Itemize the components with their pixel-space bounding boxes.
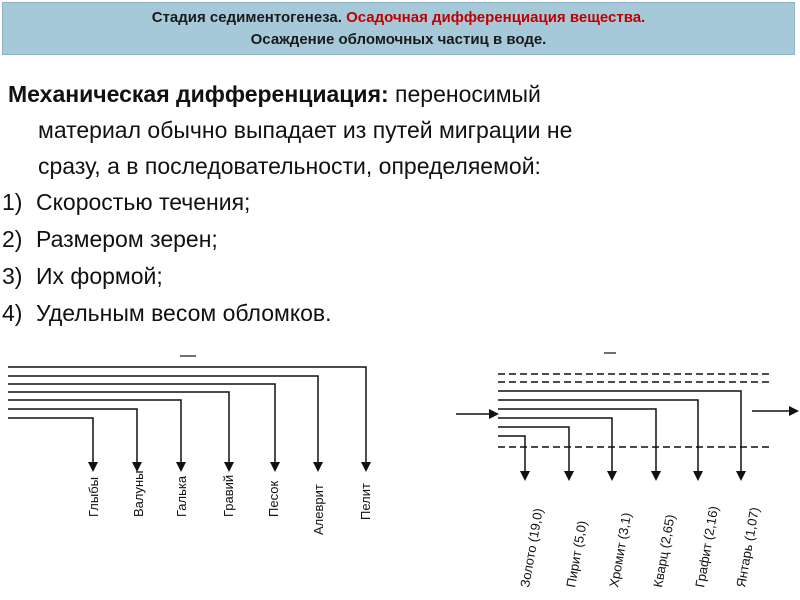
list-item-number: 4) [2,300,23,326]
intro-text-1: переносимый [395,81,541,107]
right-label: Хромит (3,1) [606,511,635,589]
title-stage: Стадия седиментогенеза. [151,8,342,26]
flow-arrow [8,376,318,470]
flow-arrow [8,392,229,470]
right-labels [517,505,762,589]
right-label: Янтарь (1,07) [733,505,763,589]
left-label: Галька [174,475,189,517]
intro-line-2: материал обычно выпадает из путей миграции не [38,117,573,143]
list-item-number: 3) [2,263,23,289]
title-line-2: Осаждение обломочных частиц в воде. [250,30,547,48]
right-label: Пирит (5,0) [563,519,590,589]
left-labels [86,470,373,535]
list-item-label: Размером зерен; [36,226,218,252]
title-differentiation: Осадочная дифференциация вещества. [346,8,646,26]
left-flow-lines [8,367,366,470]
flow-arrow [498,409,656,479]
flow-arrow [498,400,698,479]
left-label: Гравий [221,474,236,517]
left-label: Валуны [131,470,146,517]
list-item-number: 2) [2,226,23,252]
list-item-label: Удельным весом обломков. [36,300,332,326]
flow-arrow [8,418,93,470]
left-grain-size-diagram [8,356,373,535]
left-label: Пелит [358,483,373,520]
list-item-label: Их формой; [36,263,163,289]
intro-line-3: сразу, а в последовательности, определяемой: [38,153,541,179]
list-item-number: 1) [2,189,23,215]
right-label: Золото (19,0) [517,507,546,589]
flow-arrow [498,436,525,479]
flow-arrow [8,400,181,470]
right-flow-lines [498,391,741,479]
list-item-label: Скоростью течения; [36,189,251,215]
left-label: Алеврит [311,484,326,535]
right-label: Кварц (2,65) [650,513,678,589]
right-density-diagram [456,353,797,589]
flow-arrow [498,391,741,479]
flow-arrow [498,427,569,479]
intro-lead: Механическая дифференциация: [8,81,389,107]
right-label: Графит (2,16) [692,504,722,589]
left-label: Песок [266,480,281,517]
left-label: Глыбы [86,476,101,517]
flow-arrow [8,384,275,470]
